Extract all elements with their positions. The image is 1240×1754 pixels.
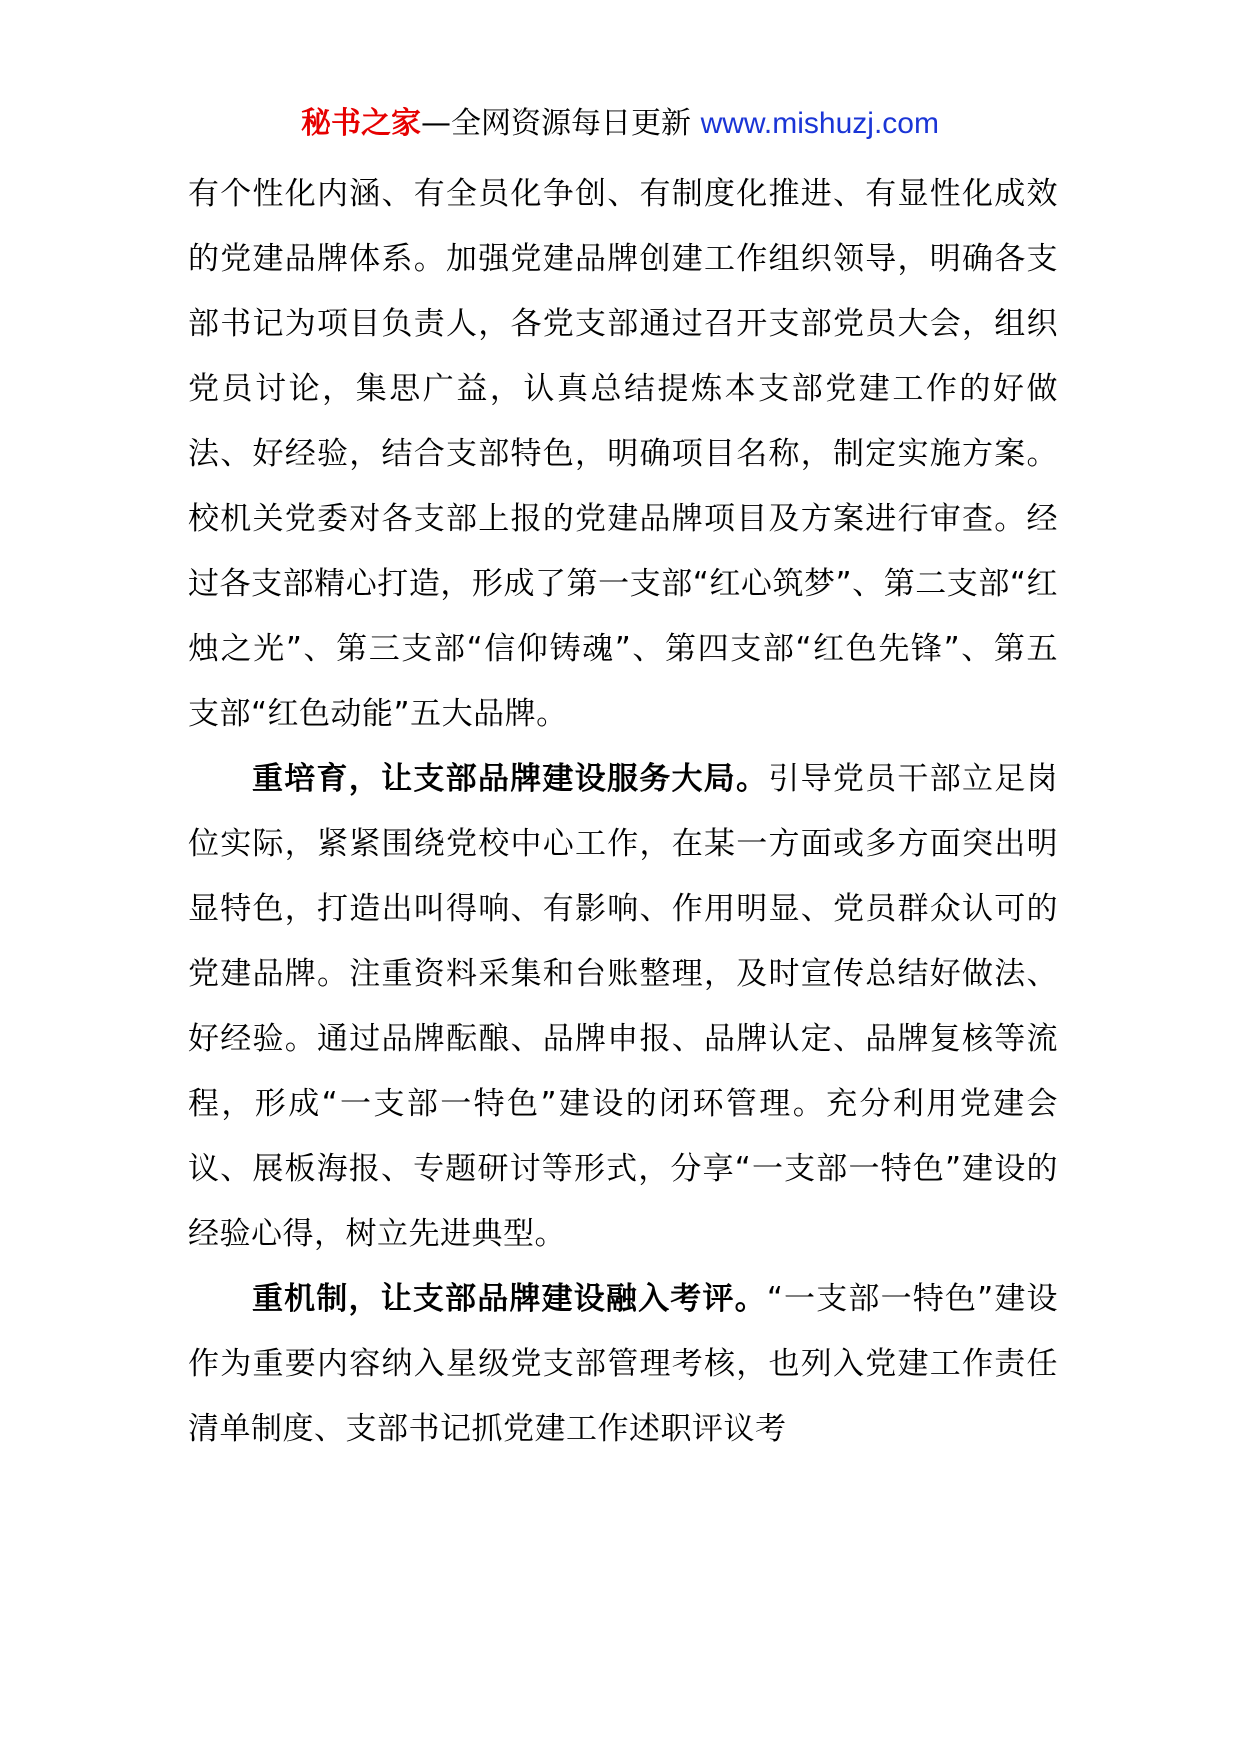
paragraph-2-heading: 重培育，让支部品牌建设服务大局。 bbox=[252, 761, 769, 797]
header-url: www.mishuzj.com bbox=[700, 107, 939, 140]
header-tagline: —全网资源每日更新 bbox=[421, 106, 692, 141]
brand-name: 秘书之家 bbox=[301, 106, 422, 141]
document-body bbox=[188, 162, 1058, 1462]
paragraph-3 bbox=[188, 1267, 1058, 1462]
paragraph-2 bbox=[188, 747, 1058, 1267]
watermark-header bbox=[0, 100, 1240, 148]
paragraph-1: 有个性化内涵、有全员化争创、有制度化推进、有显性化成效的党建品牌体系。加强党建品牌创建工作组织领导，明确各支部书记为项目负责人，各党支部通过召开支部党员大会，组织党员讨论，集思广益，认真总结提炼本支部党建工作的好做法、好经验，结合支部特色，明确项目名称，制定实施方案。校机关党委对各支部上报的党建品牌项目及方案进行审查。经过各支部精心打造，形成了第一支部“红心筑梦”、第二支部“红烛之光”、第三支部“信仰铸魂”、第四支部“红色先锋”、第五支部“红色动能”五大品牌。 bbox=[188, 176, 1058, 732]
paragraph-3-text: “一支部一特色”建设作为重要内容纳入星级党支部管理考核，也列入党建工作责任清单制度、支部书记抓党建工作述职评议考 bbox=[188, 1281, 1059, 1447]
paragraph-2-text: 引导党员干部立足岗位实际，紧紧围绕党校中心工作，在某一方面或多方面突出明显特色，打造出叫得响、有影响、作用明显、党员群众认可的党建品牌。注重资料采集和台账整理，及时宣传总结好做法、好经验。通过品牌酝酿、品牌申报、品牌认定、品牌复核等流程，形成“一支部一特色”建设的闭环管理。充分利用党建会议、展板海报、专题研讨等形式，分享“一支部一特色”建设的经验心得，树立先进典型。 bbox=[188, 761, 1059, 1252]
paragraph-3-heading: 重机制，让支部品牌建设融入考评。 bbox=[252, 1281, 767, 1317]
